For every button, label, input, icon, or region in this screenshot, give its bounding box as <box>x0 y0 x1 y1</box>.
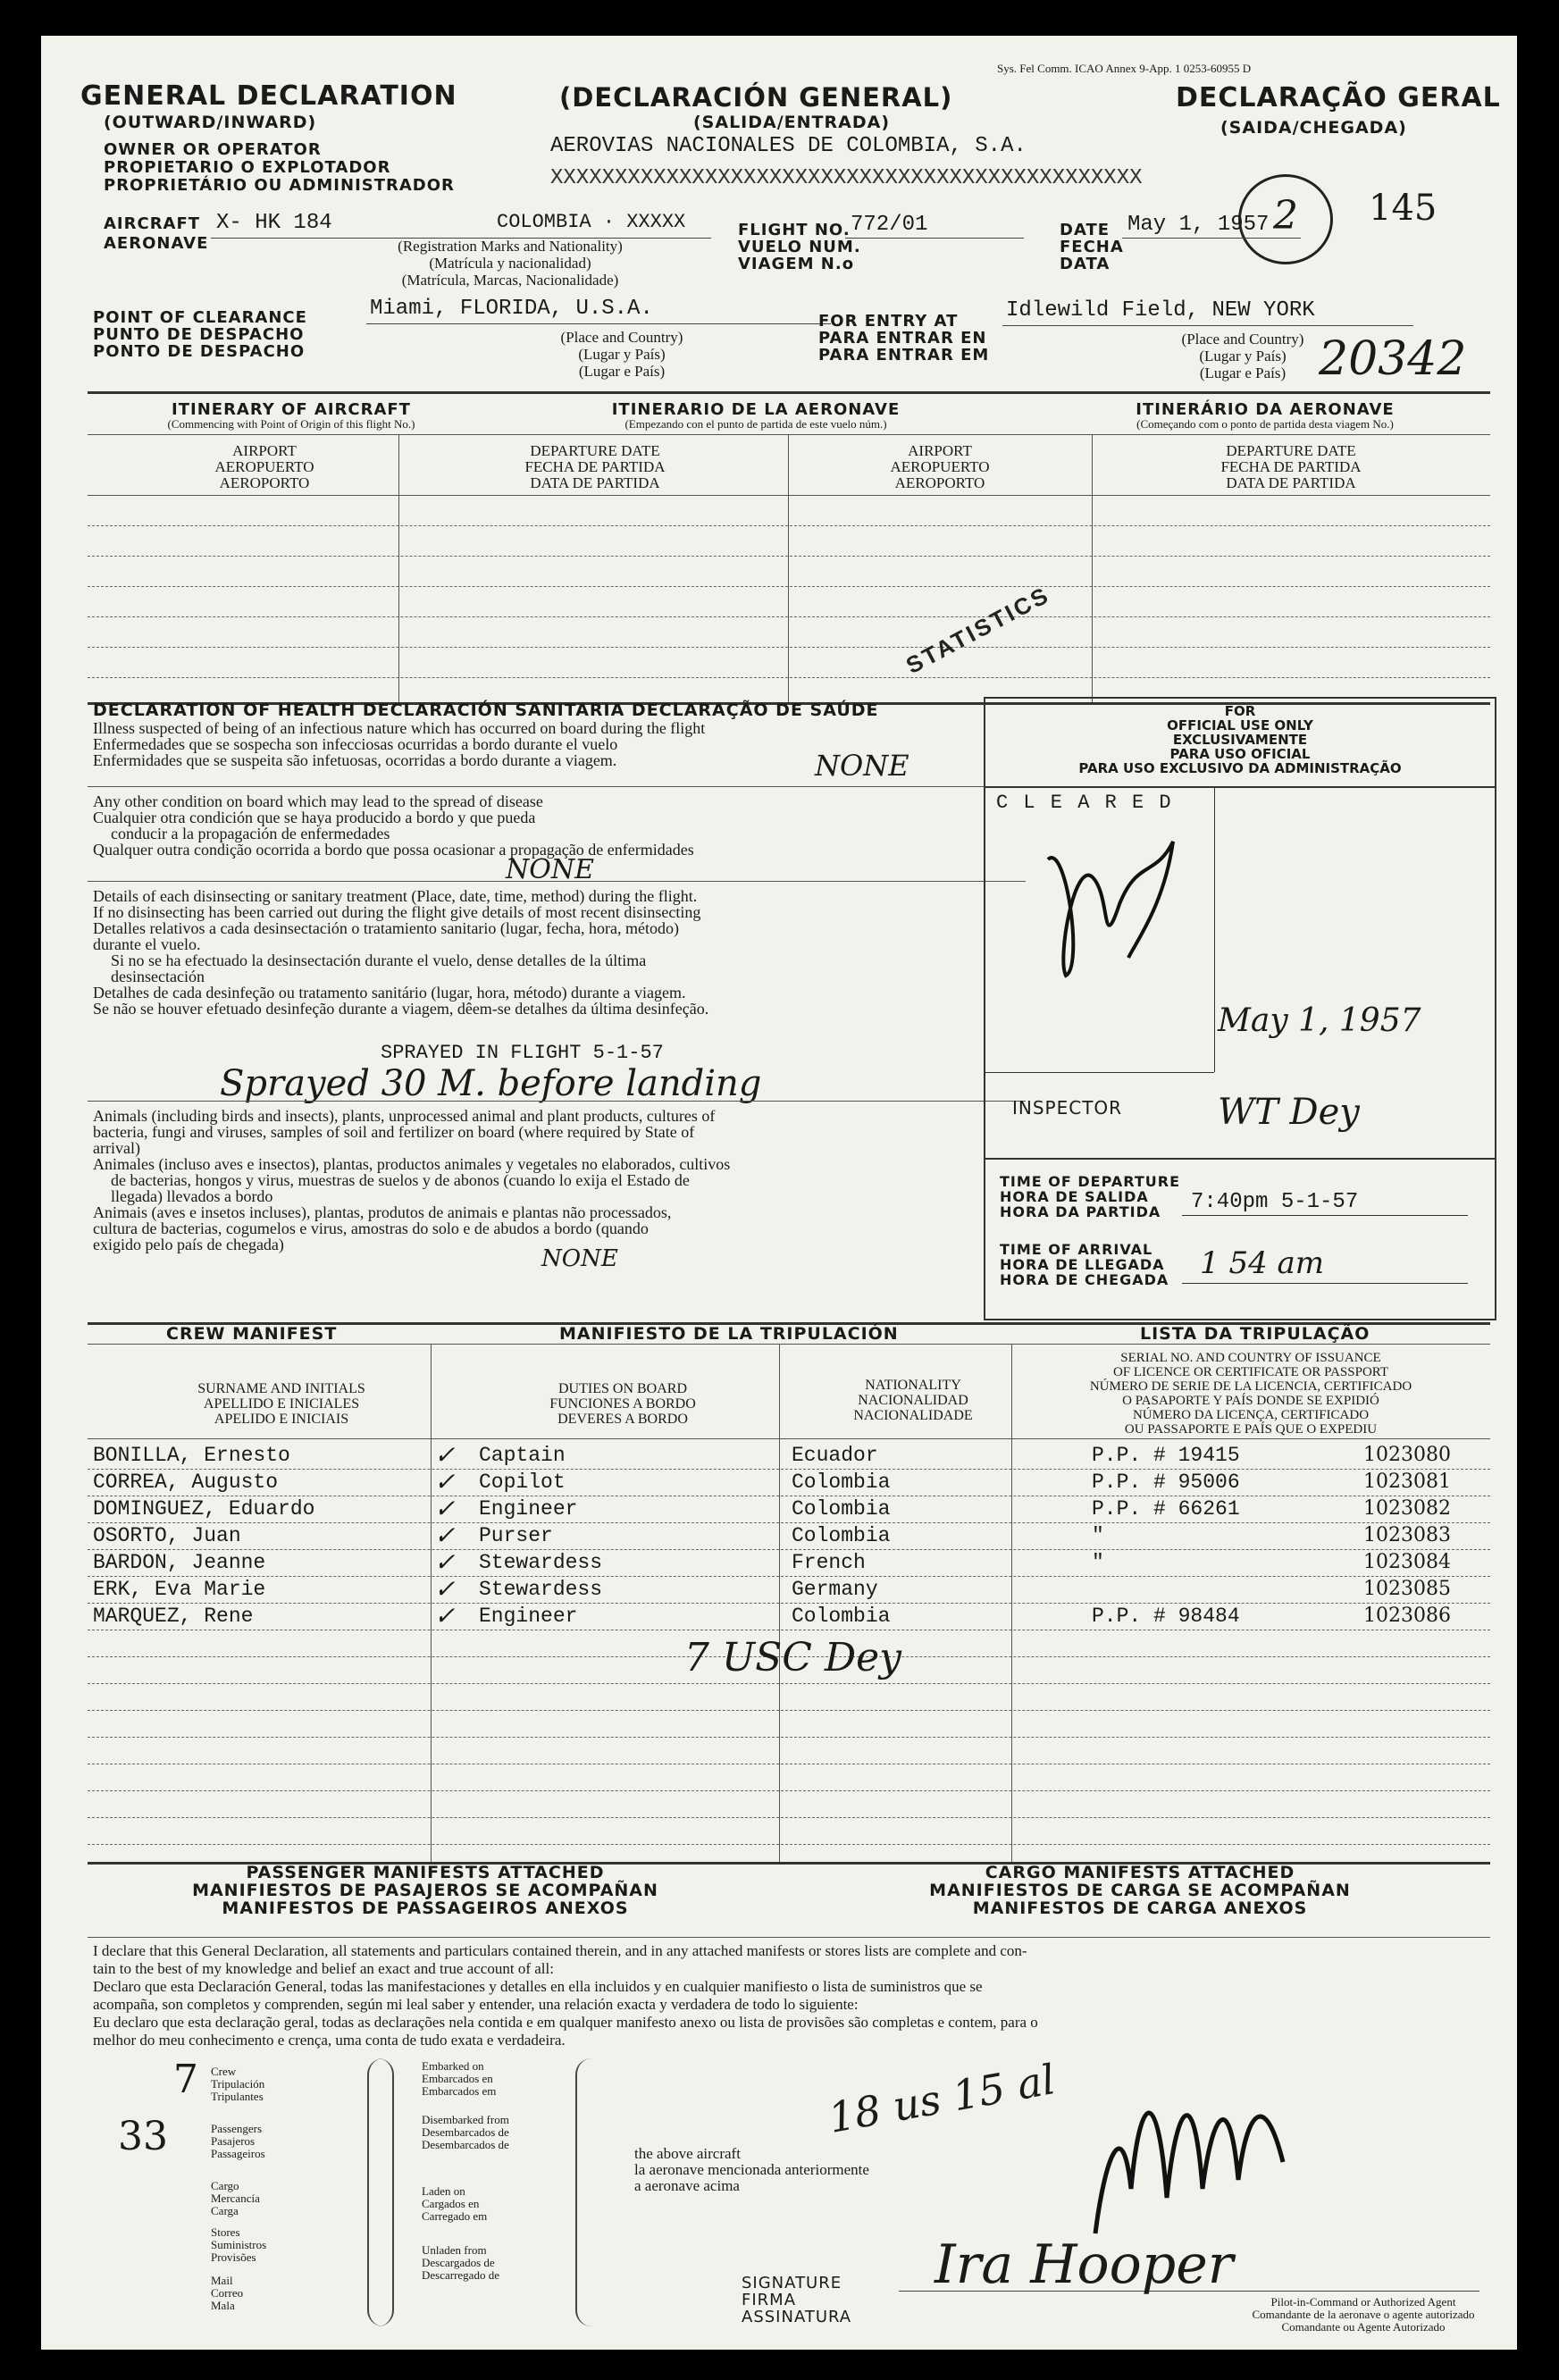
crew-duty: Captain <box>479 1444 566 1467</box>
above-aircraft-label: the above aircraft la aeronave mencionada anteriormente a aeronave acima <box>634 2145 869 2194</box>
crew-check-icon: ✓ <box>434 1521 456 1550</box>
crew-stamp: 1023082 <box>1363 1497 1451 1520</box>
pilot-signature: Ira Hooper <box>935 2233 1234 2296</box>
crew-title-es: MANIFIESTO DE LA TRIPULACIÓN <box>559 1324 899 1344</box>
crew-check-icon: ✓ <box>434 1547 456 1577</box>
itinerary-title-en: ITINERARY OF AIRCRAFT <box>172 400 411 419</box>
passenger-count: 33 <box>118 2114 168 2159</box>
departure-time: 7:40pm 5-1-57 <box>1191 1190 1359 1214</box>
itinerary-col-departure-1: DEPARTURE DATE FECHA DE PARTIDA DATA DE PARTIDA <box>524 442 666 491</box>
mail-count-label: Mail Correo Mala <box>211 2274 244 2312</box>
passenger-manifests: PASSENGER MANIFESTS ATTACHED MANIFIESTOS DE PASAJEROS SE ACOMPAÑAN MANIFESTOS DE PASSAGEIROS ANEXOS <box>192 1863 658 1918</box>
health-illness-text: Illness suspected of being of an infectious nature which has occurred on board during the flight Enfermedades que se sospecha son infecciosas ocurridas a bordo durante el vuelo Enfermidades que se suspeita são infetuosas, ocorridas a bordo durante a viagem. <box>93 719 706 769</box>
subtitle-spanish: (SALIDA/ENTRADA) <box>693 113 890 132</box>
embarked-label: Embarked on Embarcados en Embarcados em <box>422 2059 497 2098</box>
signature-label: SIGNATURE FIRMA ASSINATURA <box>742 2274 852 2326</box>
entry-place-label: (Place and Country) (Lugar y País) (Lugar e País) <box>1181 331 1304 381</box>
crew-count-label: Crew Tripulación Tripulantes <box>211 2065 265 2103</box>
crew-name: BONILLA, Ernesto <box>93 1444 290 1467</box>
aircraft-label: AIRCRAFT AERONAVE <box>104 214 209 253</box>
health-other-text: Any other condition on board which may lead to the spread of disease Cualquier otra condición que se haya producido a bordo y que pueda conducir a la propagación de enfermedades Qualquer outra condição ocorrida a bordo que possa ocasionar a propagação de enfermidades <box>93 792 694 859</box>
date-value: May 1, 1957 <box>1127 213 1270 237</box>
crew-duty: Copilot <box>479 1471 566 1494</box>
brace-2 <box>376 2058 394 2326</box>
crew-duty: Engineer <box>479 1605 578 1628</box>
official-use-box: FOR OFFICIAL USE ONLY EXCLUSIVAMENTE PARA USO OFICIAL PARA USO EXCLUSIVO DA ADMINISTRAÇÃO C L E A R E D May 1, 1957 INSPECTOR WT Dey <box>984 697 1496 1160</box>
animals-answer: NONE <box>541 1245 618 1272</box>
owner-value: AEROVIAS NACIONALES DE COLOMBIA, S.A. <box>550 134 1027 158</box>
crew-title-pt: LISTA DA TRIPULAÇÃO <box>1140 1324 1370 1344</box>
crew-name: ERK, Eva Marie <box>93 1578 266 1601</box>
crew-nat: Ecuador <box>792 1444 878 1467</box>
title-english: GENERAL DECLARATION <box>80 80 457 112</box>
crew-serial: P.P. # 19415 <box>1092 1444 1240 1467</box>
crew-check-icon: ✓ <box>434 1601 456 1630</box>
itinerary-sub-pt: (Começando com o ponto de partida desta viagem No.) <box>1136 417 1394 431</box>
crew-name: MARQUEZ, Rene <box>93 1605 254 1628</box>
cleared-date: May 1, 1957 <box>1218 1002 1421 1039</box>
subtitle-portuguese: (SAIDA/CHEGADA) <box>1220 118 1407 138</box>
circled-mark: 2 <box>1238 174 1333 264</box>
crew-duty: Engineer <box>479 1497 578 1521</box>
crew-title-en: CREW MANIFEST <box>166 1324 338 1344</box>
crew-stamp: 1023084 <box>1363 1551 1451 1573</box>
owner-label: OWNER OR OPERATOR PROPIETARIO O EXPLOTADOR PROPRIETÁRIO OU ADMINISTRADOR <box>104 140 455 195</box>
registration-number: 20342 <box>1319 332 1467 386</box>
health-disinsection-text: Details of each disinsecting or sanitary treatment (Place, date, time, method) during the flight. If no disinsecting has been carried out during the flight give details of most recent disinsecting Detalles relativos a cada desinsectación o tratamiento sanitario (lugar, fecha, hora, método) durante el vuelo. Si no se ha efectuado la desinsectación durante el vuelo, dense detalles de la última desinsectación Detalhes de cada desinfeção ou tratamento sanitário (lugar, hora, método) durante a viagem. Se não se houver efetuado desinfeção durante a viagem, dêem-se detalhes da última desinfeção. <box>93 887 709 1018</box>
aircraft-value: X- HK 184 <box>216 211 332 235</box>
title-spanish: (DECLARACIÓN GENERAL) <box>559 82 953 113</box>
hand-counts: 18 us 15 al <box>825 2055 1060 2142</box>
crew-check-icon: ✓ <box>434 1494 456 1523</box>
sprayed-handwritten: Sprayed 30 M. before landing <box>220 1063 762 1104</box>
itinerary-col-departure-2: DEPARTURE DATE FECHA DE PARTIDA DATA DE PARTIDA <box>1220 442 1362 491</box>
crew-nat: French <box>792 1551 866 1574</box>
crew-row-line <box>88 1683 1490 1684</box>
crew-name: CORREA, Augusto <box>93 1471 279 1494</box>
crew-stamp: 1023083 <box>1363 1524 1451 1546</box>
document-page <box>41 36 1517 2350</box>
brace-3 <box>575 2058 593 2326</box>
subtitle-english: (OUTWARD/INWARD) <box>104 113 317 132</box>
crew-row-line <box>88 1603 1490 1604</box>
cleared-stamp: C L E A R E D <box>996 792 1173 814</box>
aircraft-country: COLOMBIA · XXXXX <box>497 211 686 233</box>
health-animals-text: Animals (including birds and insects), plants, unprocessed animal and plant products, cultures of bacteria, fungi and viruses, samples of soil and fertilizer on board (where required by State of arrival) Animales (incluso aves e insectos), plantas, productos animales y vegetales no elaborados, cultivos de bacterias, hongos y virus, muestras de suelos y de abonos (cuando lo exija el Estado de llegada) llevados a bordo Animais (aves e insetos incluses), plantas, produtos de animais e plantas não processados, cultura de bacterias, cogumelos e virus, amostras do solo e de abudos a bordo (quando exigido pelo país de chegada) <box>93 1107 731 1253</box>
passenger-count-label: Passengers Pasajeros Passageiros <box>211 2122 265 2160</box>
crew-name: DOMINGUEZ, Eduardo <box>93 1497 315 1521</box>
crew-stamp: 1023086 <box>1363 1605 1451 1627</box>
form-reference: Sys. Fel Comm. ICAO Annex 9-App. 1 0253-60955 D <box>997 62 1252 75</box>
statistics-stamp: STATISTICS <box>901 581 1055 680</box>
sprayed-typed: SPRAYED IN FLIGHT 5-1-57 <box>381 1042 664 1064</box>
crew-count: 7 <box>173 2057 198 2102</box>
crew-check-icon: ✓ <box>434 1467 456 1496</box>
entry-label: FOR ENTRY AT PARA ENTRAR EN PARA ENTRAR EM <box>818 312 990 365</box>
illness-answer: NONE <box>815 749 909 783</box>
crew-col-duties: DUTIES ON BOARD FUNCIONES A BORDO DEVERES A BORDO <box>549 1381 696 1427</box>
crew-stamp: 1023085 <box>1363 1578 1451 1600</box>
clearance-label: POINT OF CLEARANCE PUNTO DE DESPACHO PONTO DE DESPACHO <box>93 308 307 361</box>
crew-row-line <box>88 1790 1490 1791</box>
crew-duty: Purser <box>479 1524 553 1547</box>
arrival-time: 1 54 am <box>1200 1245 1325 1281</box>
crew-stamp: 1023081 <box>1363 1471 1451 1493</box>
registration-label: (Registration Marks and Nationality) (Matrícula y nacionalidad) (Matrícula, Marcas, Nacionalidade) <box>398 238 623 289</box>
crew-stamp: 1023080 <box>1363 1444 1451 1466</box>
cargo-count-label: Cargo Mercancía Carga <box>211 2179 260 2217</box>
owner-struck: XXXXXXXXXXXXXXXXXXXXXXXXXXXXXXXXXXXXXXXXXXXXXX <box>550 166 1143 190</box>
stores-count-label: Stores Suministros Provisões <box>211 2225 267 2264</box>
itinerary-sub-en: (Commencing with Point of Origin of this flight No.) <box>167 417 415 431</box>
clearance-place-label: (Place and Country) (Lugar y País) (Lugar e País) <box>560 329 683 380</box>
itinerary-col-airport-2: AIRPORT AEROPUERTO AEROPORTO <box>890 442 990 491</box>
crew-nat: Colombia <box>792 1497 891 1521</box>
itinerary-title-es: ITINERARIO DE LA AERONAVE <box>611 400 901 419</box>
crew-hand-note: 7 USC Dey <box>684 1635 902 1680</box>
crew-serial: P.P. # 95006 <box>1092 1471 1240 1494</box>
crew-nat: Colombia <box>792 1471 891 1494</box>
entry-value: Idlewild Field, NEW YORK <box>1006 298 1315 323</box>
itinerary-sub-es: (Empezando con el punto de partida de este vuelo núm.) <box>624 417 887 431</box>
crew-name: OSORTO, Juan <box>93 1524 241 1547</box>
crew-row-line <box>88 1817 1490 1818</box>
crew-duty: Stewardess <box>479 1551 603 1574</box>
other-answer: NONE <box>506 854 594 885</box>
crew-col-nationality: NATIONALITY NACIONALIDAD NACIONALIDADE <box>853 1378 973 1423</box>
crew-col-name: SURNAME AND INITIALS APELLIDO E INICIALES APELIDO E INICIAIS <box>197 1381 365 1427</box>
crew-serial: P.P. # 98484 <box>1092 1605 1240 1628</box>
times-box: TIME OF DEPARTURE HORA DE SALIDA HORA DA PARTIDA 7:40pm 5-1-57 TIME OF ARRIVAL HORA DE LLEGADA HORA DE CHEGADA 1 54 am <box>984 1156 1496 1320</box>
inspector-initials: WT Dey <box>1218 1092 1360 1133</box>
itinerary-col-airport-1: AIRPORT AEROPUERTO AEROPORTO <box>214 442 314 491</box>
crew-nat: Colombia <box>792 1524 891 1547</box>
crew-check-icon: ✓ <box>434 1440 456 1470</box>
title-portuguese: DECLARAÇÃO GERAL <box>1176 82 1501 113</box>
crew-nat: Germany <box>792 1578 878 1601</box>
flight-value: 772/01 <box>851 213 928 237</box>
itinerary-title-pt: ITINERÁRIO DA AERONAVE <box>1136 400 1395 419</box>
crew-row-line <box>88 1522 1490 1523</box>
cargo-manifests: CARGO MANIFESTS ATTACHED MANIFIESTOS DE CARGA SE ACOMPAÑAN MANIFESTOS DE CARGA ANEXOS <box>929 1863 1351 1918</box>
crew-serial: " <box>1092 1551 1104 1574</box>
stamp-signature-icon <box>1077 2055 1310 2260</box>
crew-serial: " <box>1092 1524 1104 1547</box>
unladen-label: Unladen from Descargados de Descarregado de <box>422 2243 499 2282</box>
crew-row-line <box>88 1469 1490 1470</box>
crew-row-line <box>88 1737 1490 1738</box>
clearance-value: Miami, FLORIDA, U.S.A. <box>370 297 653 321</box>
flight-label: FLIGHT NO. VUELO NUM. VIAGEM N.o <box>738 221 861 273</box>
date-label: DATE FECHA DATA <box>1060 221 1124 273</box>
crew-row-line <box>88 1710 1490 1711</box>
crew-check-icon: ✓ <box>434 1574 456 1604</box>
page-number: 145 <box>1369 188 1437 229</box>
crew-row-line <box>88 1549 1490 1550</box>
crew-col-serial: SERIAL NO. AND COUNTRY OF ISSUANCE OF LICENCE OR CERTIFICATE OR PASSPORT NÚMERO DE SERIE DE LA LICENCIA, CERTIFICADO O PASAPORTE Y PAÍS DONDE SE EXPIDIÓ NÚMERO DA LICENÇA, CERTIFICADO OU PASSAPORTE E PAÍS QUE O EXPEDIU <box>1089 1351 1412 1437</box>
crew-nat: Colombia <box>792 1605 891 1628</box>
declaration-text: I declare that this General Declaration, all statements and particulars contained therein, and in any attached manifests or stores lists are complete and con- tain to the best of my knowledge and belief an exact and true account of all: Declaro que esta Declaración General, todas las manifestaciones y detalles en ella incluidos y en cualquier manifiesto o lista de suministros que se acompaña, son completos y comprenden, según mi leal saber y entender, una relación exacta y verdadera de todo lo siguiente: Eu declaro que esta declaração geral, todas as declarações nela contida e em qualquer manifesto anexo ou lista de provisões são completas e contem, para o melhor do meu conhecimento e crença, uma conta de tudo exata e verdadeira. <box>93 1942 1038 2049</box>
crew-duty: Stewardess <box>479 1578 603 1601</box>
inspector-label: INSPECTOR <box>1012 1097 1123 1119</box>
crew-row-line <box>88 1844 1490 1845</box>
crew-row-line <box>88 1576 1490 1577</box>
crew-name: BARDON, Jeanne <box>93 1551 266 1574</box>
disembarked-label: Disembarked from Desembarcados de Desembarcados de <box>422 2113 509 2151</box>
cleared-signature-icon <box>1030 824 1191 985</box>
signature-role: Pilot-in-Command or Authorized Agent Comandante de la aeronave o agente autorizado Comandante ou Agente Autorizado <box>1252 2295 1475 2334</box>
crew-serial: P.P. # 66261 <box>1092 1497 1240 1521</box>
laden-label: Laden on Cargados en Carregado em <box>422 2184 488 2223</box>
health-title: DECLARATION OF HEALTH DECLARACIÓN SANITARIA DECLARAÇÃO DE SAÚDE <box>93 700 879 720</box>
